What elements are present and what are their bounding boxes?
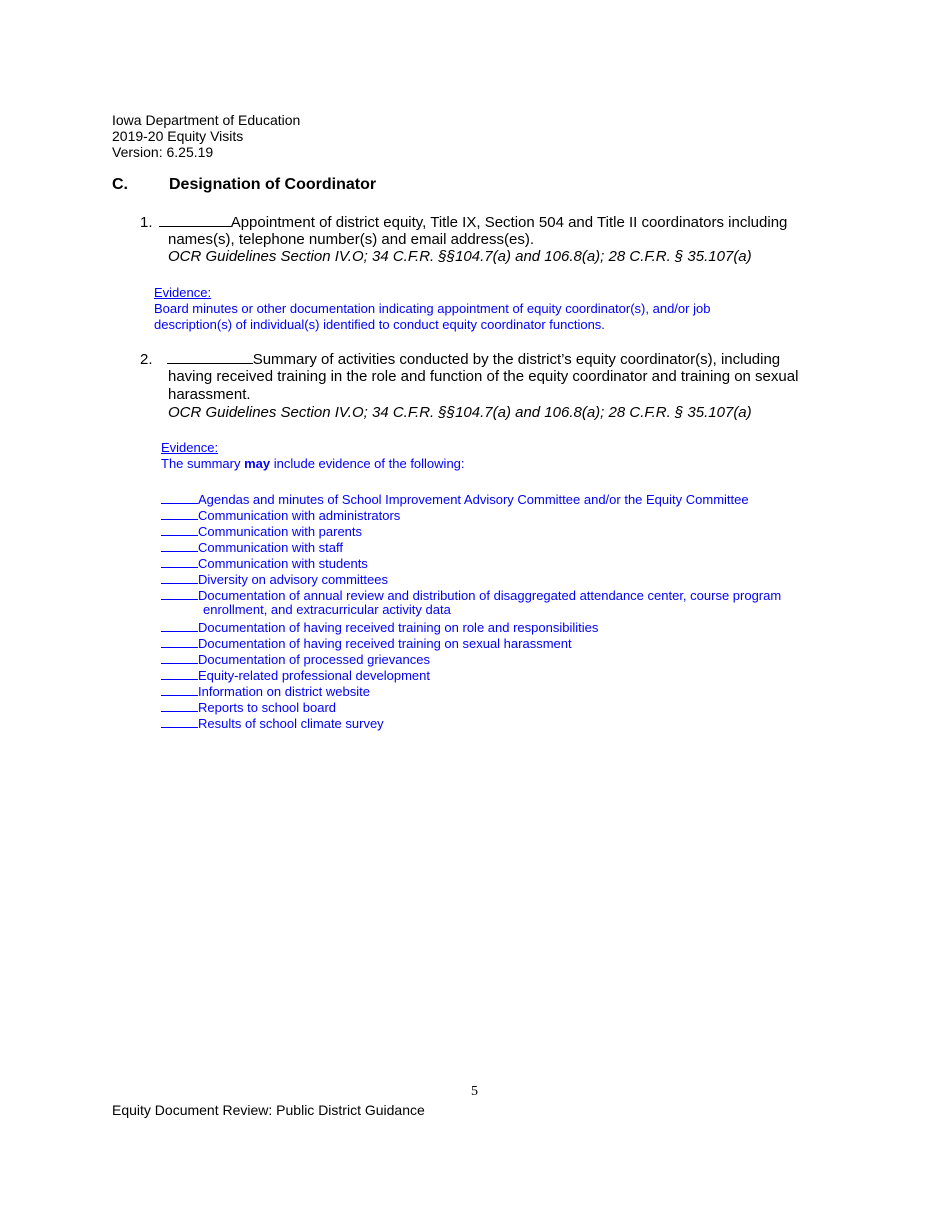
checklist-blank[interactable]: [161, 666, 198, 680]
checklist-label: Agendas and minutes of School Improvement Advisory Committee and/or the Equity Committee: [198, 492, 749, 507]
item2-text-line2: having received training in the role and function of the equity coordinator and training on sexual: [168, 368, 799, 385]
checklist-blank[interactable]: [161, 506, 198, 520]
footer-text: Equity Document Review: Public District Guidance: [112, 1102, 425, 1118]
checklist-label: Communication with staff: [198, 540, 343, 555]
checklist-label: Reports to school board: [198, 700, 337, 715]
checklist-label: Information on district website: [198, 684, 370, 699]
item1-evidence-line2: description(s) of individual(s) identified to conduct equity coordinator functions.: [154, 317, 605, 332]
checklist-continuation: enrollment, and extracurricular activity data: [203, 602, 451, 617]
checklist-blank[interactable]: [161, 522, 198, 536]
checklist-blank[interactable]: [161, 714, 198, 728]
item2-summary: [161, 456, 465, 472]
item1-line1: [140, 213, 787, 232]
item2-summary-prefix: The summary: [161, 456, 245, 471]
checklist-blank[interactable]: [161, 682, 198, 696]
item1-number: 1.: [140, 214, 153, 231]
checklist-label: Documentation of having received training on sexual harassment: [198, 636, 572, 651]
item2-text-line1: Summary of activities conducted by the district’s equity coordinator(s), including: [252, 351, 781, 368]
item1-evidence-label: Evidence:: [154, 285, 212, 300]
checklist-label: Documentation of processed grievances: [198, 652, 430, 667]
page-number: 5: [471, 1084, 478, 1099]
item1-check-blank[interactable]: [159, 213, 231, 227]
item2-check-blank[interactable]: [167, 350, 253, 364]
checklist-label: Communication with administrators: [198, 508, 401, 523]
item1-evidence-line1: Board minutes or other documentation indicating appointment of equity coordinator(s), and/or job: [154, 301, 711, 316]
checklist-blank[interactable]: [161, 490, 198, 504]
checklist-label: Documentation of having received training on role and responsibilities: [198, 620, 599, 635]
item1-citation: OCR Guidelines Section IV.O; 34 C.F.R. §§104.7(a) and 106.8(a); 28 C.F.R. § 35.107(a): [168, 248, 752, 265]
header-org: Iowa Department of Education: [112, 112, 301, 128]
checklist-blank[interactable]: [161, 650, 198, 664]
item2-number: 2.: [140, 351, 153, 368]
header-version: Version: 6.25.19: [112, 144, 214, 160]
item2-evidence-label: Evidence:: [161, 440, 219, 455]
checklist-blank[interactable]: [161, 634, 198, 648]
checklist-label: Documentation of annual review and distribution of disaggregated attendance center, course program: [198, 588, 782, 603]
checklist-label: Diversity on advisory committees: [198, 572, 388, 587]
item2-summary-bold: may: [244, 456, 271, 471]
checklist-label: Communication with students: [198, 556, 368, 571]
header-program: 2019-20 Equity Visits: [112, 128, 244, 144]
checklist-item: [161, 714, 384, 732]
item2-line1: [140, 350, 780, 369]
item2-text-line3: harassment.: [168, 386, 251, 403]
checklist-blank[interactable]: [161, 586, 198, 600]
checklist-label: Communication with parents: [198, 524, 363, 539]
checklist-blank[interactable]: [161, 538, 198, 552]
item1-text-line2: names(s), telephone number(s) and email address(es).: [168, 231, 534, 248]
section-title: Designation of Coordinator: [169, 176, 377, 193]
item2-summary-suffix: include evidence of the following:: [270, 456, 465, 471]
checklist-label: Results of school climate survey: [198, 716, 384, 731]
checklist-blank[interactable]: [161, 618, 198, 632]
checklist-label: Equity-related professional development: [198, 668, 430, 683]
checklist-blank[interactable]: [161, 554, 198, 568]
item2-citation: OCR Guidelines Section IV.O; 34 C.F.R. §§104.7(a) and 106.8(a); 28 C.F.R. § 35.107(a): [168, 404, 752, 421]
section-letter: C.: [112, 176, 128, 193]
item1-text-line1: Appointment of district equity, Title IX, Section 504 and Title II coordinators including: [230, 214, 788, 231]
checklist-blank[interactable]: [161, 698, 198, 712]
checklist-blank[interactable]: [161, 570, 198, 584]
